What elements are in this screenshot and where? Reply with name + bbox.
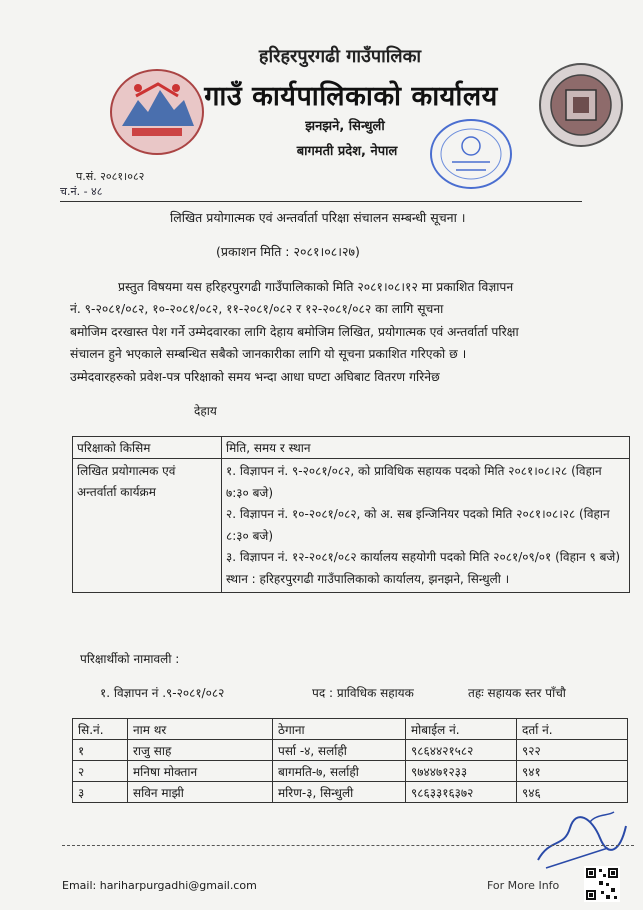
advert-no: १. विज्ञापन नं .९-२०८१/०८२ <box>100 686 225 700</box>
cell: बागमति-७, सर्लाही <box>273 761 406 782</box>
cell: ९४१ <box>517 761 628 782</box>
cell: ३ <box>73 782 128 803</box>
body-line: संचालन हुने भएकाले सम्बन्धित सबैको जानकारीका लागि यो सूचना प्रकाशित गरिएको छ । <box>70 347 467 362</box>
schedule-exam-type: लिखित प्रयोगात्मक एवं अन्तर्वार्ता कार्यक्रम <box>73 459 222 593</box>
dehaya-label: देहाय <box>194 404 217 418</box>
cell: मनिषा मोक्तान <box>128 761 273 782</box>
signature-icon <box>530 808 630 874</box>
cell: पर्सा -४, सर्लाही <box>273 740 406 761</box>
cell: ९४६ <box>517 782 628 803</box>
schedule-item: ३. विज्ञापन नं. १२-२०८१/०८२ कार्यालय सहयोगी पदको मिति २०८१/०९/०१ (विहान ९ बजे) <box>226 550 621 564</box>
body-line: नं. ९-२०८१/०८२, १०-२०८१/०८२, ११-२०८१/०८२ र १२-२०८१/०८२ का लागि सूचना <box>70 302 444 317</box>
col-sn: सि.नं. <box>73 719 128 740</box>
ref-ps: प.सं. २०८१।०८२ <box>76 170 145 183</box>
cell: राजु साह <box>128 740 273 761</box>
col-name: नाम थर <box>128 719 273 740</box>
cell: ९७४४७१२३३ <box>406 761 517 782</box>
qr-code-icon <box>584 866 620 902</box>
table-row <box>73 782 628 803</box>
notice-subject: लिखित प्रयोगात्मक एवं अन्तर्वार्ता परिक्षा संचालन सम्बन्धी सूचना । <box>170 210 466 225</box>
office-stamp-icon <box>428 116 514 192</box>
table-row <box>73 740 628 761</box>
schedule-item: १. विज्ञापन नं. ९-२०८१/०८२, को प्राविधिक सहायक पदको मिति २०८१।०८।२८ (विहान ७:३० बजे) <box>226 464 602 500</box>
cell: मरिण-३, सिन्धुली <box>273 782 406 803</box>
office-title: गाउँ कार्यपालिकाको कार्यालय <box>204 81 498 112</box>
candidates-table <box>72 718 628 803</box>
body-line: प्रस्तुत विषयमा यस हरिहरपुरगढी गाउँपालिकाको मिति २०८१।०८।१२ मा प्रकाशित विज्ञापन <box>118 280 514 294</box>
col-address: ठेगाना <box>273 719 406 740</box>
schedule-venue: स्थान : हरिहरपुरगढी गाउँपालिकाको कार्यालय, झनझने, सिन्धुली । <box>226 571 510 586</box>
municipality-name: हरिहरपुरगढी गाउँपालिका <box>258 46 422 67</box>
cell: ९२२ <box>517 740 628 761</box>
notice-body <box>70 276 630 388</box>
cell: ९८६३३१६३७२ <box>406 782 517 803</box>
header-divider <box>60 201 582 202</box>
table-row <box>73 761 628 782</box>
footer-email: Email: hariharpurgadhi@gmail.com <box>62 879 257 892</box>
schedule-header-type: परिक्षाको किसिम <box>73 437 222 459</box>
schedule-table <box>72 436 630 593</box>
publish-date: (प्रकाशन मिति : २०८१।०८।२७) <box>216 244 360 259</box>
office-province: बागमती प्रदेश, नेपाल <box>296 144 398 159</box>
candidates-heading: परिक्षार्थीको नामावली : <box>80 652 180 666</box>
ref-chn: च.नं. - ४८ <box>60 185 103 198</box>
office-location: झनझने, सिन्धुली <box>305 119 385 134</box>
cell: १ <box>73 740 128 761</box>
cell: ९८६४४२१५८२ <box>406 740 517 761</box>
col-mobile: मोबाईल नं. <box>406 719 517 740</box>
footer-more-info: For More Info <box>487 879 560 892</box>
body-line: उम्मेदवारहरुको प्रवेश-पत्र परिक्षाको समय भन्दा आधा घण्टा अघिबाट वितरण गरिनेछ <box>70 369 440 384</box>
table-row <box>73 437 630 459</box>
schedule-header-time: मिति, समय र स्थान <box>222 437 630 459</box>
advert-level: तहः सहायक स्तर पाँचौ <box>468 686 566 700</box>
advert-post: पद : प्राविधिक सहायक <box>312 686 414 700</box>
body-line: बमोजिम दरखास्त पेश गर्ने उम्मेदवारका लागि देहाय बमोजिम लिखित, प्रयोगात्मक एवं अन्तर्वार्ता परिक्षा <box>70 324 519 339</box>
municipality-logo-icon <box>538 62 624 148</box>
schedule-item: २. विज्ञापन नं. १०-२०८१/०८२, को अ. सब इन्जिनियर पदको मिति २०८१।०८।२८ (विहान ८:३० बजे) <box>226 507 610 543</box>
cell: सविन माझी <box>128 782 273 803</box>
schedule-items <box>222 459 630 593</box>
col-reg: दर्ता नं. <box>517 719 628 740</box>
cell: २ <box>73 761 128 782</box>
table-row <box>73 719 628 740</box>
table-row <box>73 459 630 593</box>
footer-divider <box>62 845 634 846</box>
nepal-emblem-icon <box>108 66 206 158</box>
